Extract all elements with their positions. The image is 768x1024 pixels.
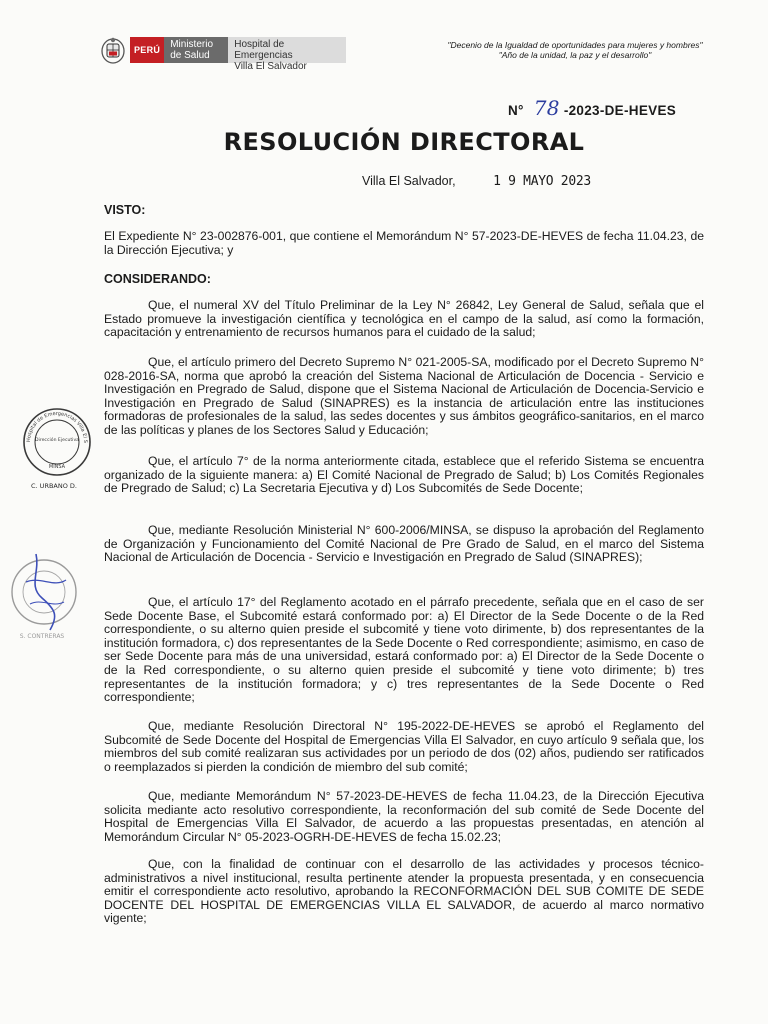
place-date-line xyxy=(362,174,591,189)
handwritten-number: 78 xyxy=(533,96,560,120)
letterhead xyxy=(100,34,720,74)
ministry-label-line-1: Ministerio xyxy=(170,39,214,50)
decenio-line-2: "Año de la unidad, la paz y el desarrollo" xyxy=(498,50,652,60)
considerando-paragraph: Que, el numeral XV del Título Preliminar de la Ley N° 26842, Ley General de Salud, señala que el Estado promueve la investigación científica y tecnológica en el campo de la salud, así como la formación, capacitación y entrenamiento de recursos humanos para el cuidado de la salud; xyxy=(104,298,704,340)
visto-text: El Expediente N° 23-002876-001, que contiene el Memorándum N° 57-2023-DE-HEVES de fecha 11.04.23, de la Dirección Ejecutiva; y xyxy=(104,229,704,257)
visto-heading: VISTO: xyxy=(104,203,146,217)
considerando-paragraph: Que, el artículo 17° del Reglamento acotado en el párrafo precedente, señala que en el caso de ser Sede Docente Base, el Subcomité estará conformado por: a) El Director de la Sede Docente o de la Red correspondiente, o su alterno quien preside el subcomité y tiene voto dirimente, b) dos representantes de la institución formadora, c) dos representantes de la Sede Docente o Red correspondiente; asimismo, en caso de ser Sede Docente para más de una universidad, estará conformado por: a) El Director de la Sede Docente o de la Red correspondiente, o su alterno quien preside el subcomité y tiene voto dirimente; b) tres representantes de la institución formadora; y c) tres representantes de la Sede Docente o Red correspondiente; xyxy=(104,595,704,705)
hospital-label xyxy=(228,37,346,72)
date-stamp: 1 9 MAYO 2023 xyxy=(493,174,591,189)
hospital-seal-stamp xyxy=(20,406,94,492)
resolution-number-prefix: N° xyxy=(508,103,524,118)
considerando-paragraph: Que, mediante Memorándum N° 57-2023-DE-HEVES de fecha 11.04.23, de la Dirección Ejecutiva solicita mediante acto resolutivo correspondiente, la reconformación del sub comité de Sede Docente del Hospital de Emergencias Villa El Salvador, de acuerdo a las propuestas presentadas, en atención al Memorándum Circular N° 05-2023-OGRH-DE-HEVES de fecha 15.02.23; xyxy=(104,789,704,844)
considerando-paragraph: Que, mediante Resolución Directoral N° 195-2022-DE-HEVES se aprobó el Reglamento del Subcomité de Sede Docente del Hospital de Emergencias Villa El Salvador, en cuyo artículo 9 señala que, los miembros del sub comité realizaran sus actividades por un periodo de dos (02) años, pudiendo ser ratificados o reemplazados si pierden la condición de miembro del sub comité; xyxy=(104,719,704,774)
place: Villa El Salvador, xyxy=(362,174,456,188)
hospital-label-line-2: Villa El Salvador xyxy=(234,61,307,72)
peru-label: PERÚ xyxy=(130,37,164,63)
decenio-line-1: "Decenio de la Igualdad de oportunidades para mujeres y hombres" xyxy=(447,40,703,50)
considerando-paragraph: Que, mediante Resolución Ministerial N° 600-2006/MINSA, se dispuso la aprobación del Reglamento de Organización y Funcionamiento del Comité Nacional de Pre Grado de Salud, en el marco del Sistema Nacional de Articulación de Docencia - Servicio e Investigación en Pregrado de Salud (SINAPRES); xyxy=(104,523,704,565)
stamp-ring-text: Hospital de Emergencias Villa El S xyxy=(25,410,89,443)
stamp-bottom-text: MINSA xyxy=(48,464,66,470)
decenio-slogan xyxy=(430,40,720,60)
institution-logo-block xyxy=(100,34,346,72)
stamp-center-text: Dirección Ejecutiva xyxy=(35,438,79,443)
document-title: RESOLUCIÓN DIRECTORAL xyxy=(223,128,585,156)
stamp-caption: C. URBANO D. xyxy=(31,482,77,490)
considerando-paragraph: Que, el artículo 7° de la norma anteriormente citada, establece que el referido Sistema se encuentra organizado de la siguiente manera: a) El Comité Nacional de Pregrado de Salud; b) Los Comités Regionales de Pregrado de Salud; c) La Secretaria Ejecutiva y d) Los Subcomités de Sede Docente; xyxy=(104,454,704,496)
considerando-heading: CONSIDERANDO: xyxy=(104,272,211,286)
peru-coat-of-arms-icon xyxy=(100,35,126,65)
faded-seal-stamp xyxy=(6,546,86,642)
ministry-label xyxy=(164,37,228,63)
resolution-number xyxy=(508,96,676,120)
hospital-label-line-1: Hospital de Emergencias xyxy=(234,39,293,61)
resolution-number-suffix: -2023-DE-HEVES xyxy=(563,103,677,118)
considerando-paragraph: Que, con la finalidad de continuar con el desarrollo de las actividades y procesos técnico-administrativos a nivel institucional, resulta pertinente atender la propuesta presentada, y en consecuencia emitir el correspondiente acto resolutivo, aprobando la RECONFORMACIÓN DEL SUB COMITE DE SEDE DOCENTE DEL HOSPITAL DE EMERGENCIAS VILLA EL SALVADOR, de acuerdo al marco normativo vigente; xyxy=(104,857,704,926)
ministry-label-line-2: de Salud xyxy=(170,50,210,61)
stamp-caption: S. CONTRERAS xyxy=(19,633,65,640)
considerando-paragraph: Que, el artículo primero del Decreto Supremo N° 021-2005-SA, modificado por el Decreto Supremo N° 028-2016-SA, norma que aprobó la creación del Sistema Nacional de Articulación de Docencia - Servicio e Investigación en Pregrado de Salud, dispone que el Sistema Nacional de Articulación de Docencia-Servicio e Investigación en Pregrado de Salud (SINAPRES) es la instancia de articulación entre las instituciones formadoras de profesionales de la salud, las sedes docentes y sus ámbitos geográfico-sanitarios, en el marco de las políticas y planes de los Sectores Salud y Educación; xyxy=(104,355,704,437)
signature-icon xyxy=(35,554,55,630)
